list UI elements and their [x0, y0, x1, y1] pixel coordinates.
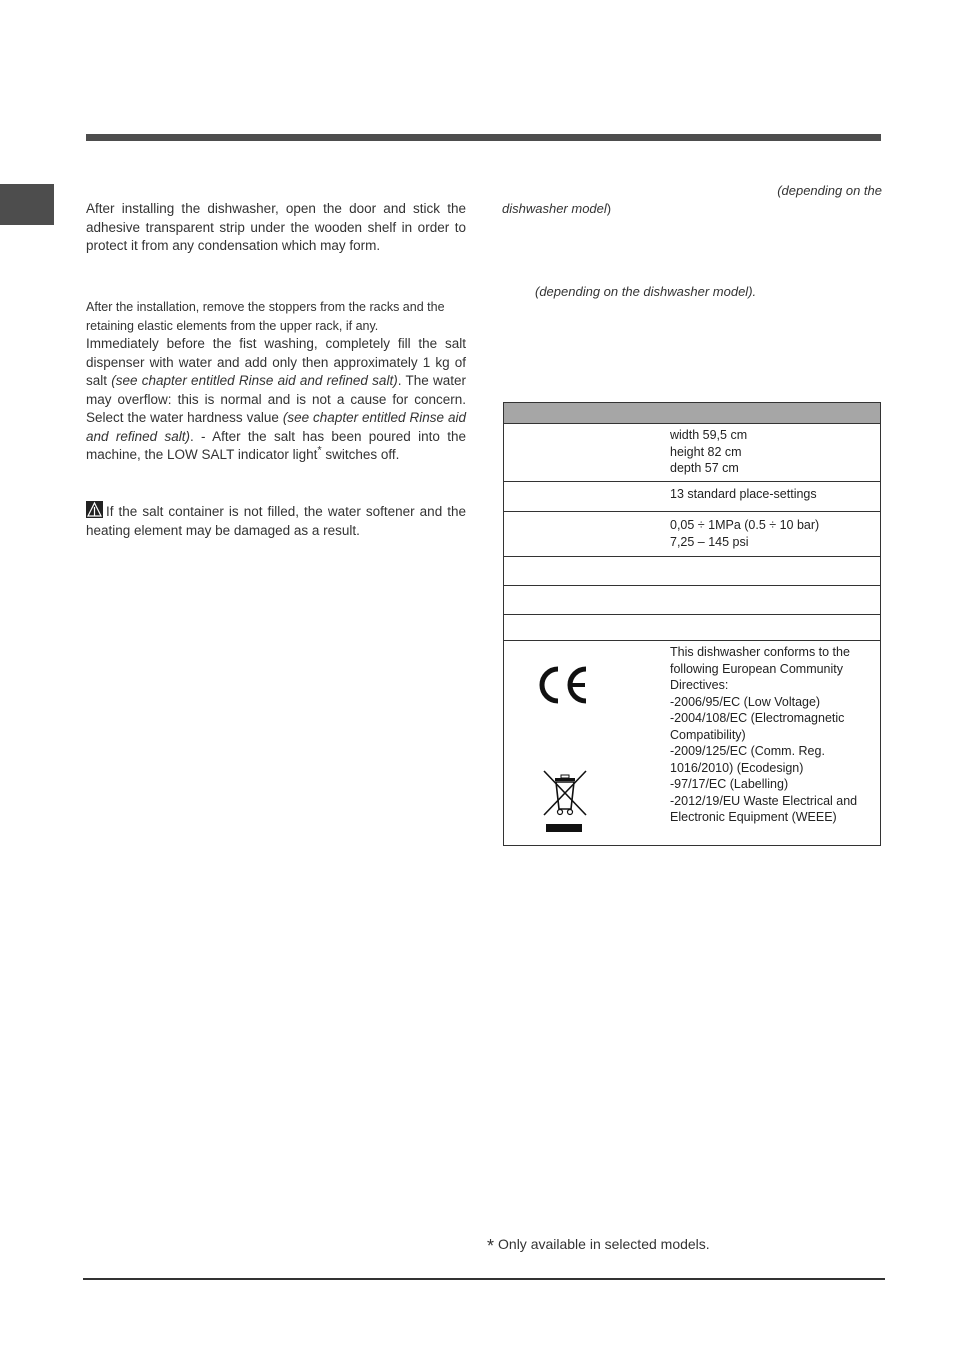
footnote-asterisk: * — [487, 1236, 495, 1256]
salt-paragraph: After the installation, remove the stoppers from the racks and the retaining elastic elements from the upper rack, if any. Immediately before the fist washing, completely fill the salt dispenser with water and add only then approximately 1 kg of salt (see chapter entitled Rinse aid and refined salt). The water may overflow: this is normal and is not a cause for concern. Select the water hardness value (see chapter entitled Rinse aid and refined salt). - After the salt has been poured into the machine, the LOW SALT indicator light* switches off. — [86, 300, 466, 462]
table-row-pressure — [504, 512, 881, 557]
directive-labelling: -97/17/EC (Labelling) — [670, 777, 789, 791]
footnote — [487, 1236, 710, 1257]
asterisk: * — [317, 444, 322, 457]
dimension-depth: depth 57 cm — [670, 461, 739, 475]
table-row-empty — [504, 615, 881, 641]
weee-crossed-bin-icon — [542, 769, 588, 835]
right-note-1: (depending on the — [777, 183, 882, 198]
footnote-text: Only available in selected models. — [498, 1236, 710, 1252]
ce-mark-icon — [536, 665, 590, 705]
right-note-1-cont: dishwasher model) — [502, 201, 612, 216]
installation-strip-paragraph: After installing the dishwasher, open the door and stick the adhesive transparent strip under the wooden shelf in order to protect it from any condensation which may form. — [86, 201, 466, 253]
directive-ecodesign: -2009/125/EC (Comm. Reg. 1016/2010) (Ecodesign) — [670, 744, 825, 775]
table-row-empty — [504, 586, 881, 615]
pressure-psi: 7,25 – 145 psi — [670, 534, 749, 549]
warning-triangle-icon — [86, 501, 103, 518]
pressure-value: 0,05 ÷ 1MPa (0.5 ÷ 10 bar) — [670, 518, 820, 532]
warning-paragraph: If the salt container is not filled, the water softener and the heating element may be damaged as a result. — [86, 501, 466, 540]
top-rule — [86, 134, 881, 141]
table-row-empty — [504, 557, 881, 586]
dimension-height: height 82 cm — [670, 444, 742, 459]
directive-low-voltage: -2006/95/EC (Low Voltage) — [670, 694, 821, 709]
table-row-directives — [504, 641, 881, 846]
stoppers-text: After the installation, remove the stoppers from the racks and the retaining elastic elements from the upper rack, if any. — [86, 300, 445, 333]
directive-weee: -2012/19/EU Waste Electrical and Electronic Equipment (WEEE) — [670, 793, 858, 824]
table-row-dimensions — [504, 424, 881, 482]
directives-intro: This dishwasher conforms to the following European Community Directives: — [670, 645, 850, 692]
table-row-capacity — [504, 482, 881, 512]
directive-emc: -2004/108/EC (Electromagnetic Compatibility) — [670, 711, 845, 742]
side-tab — [0, 184, 54, 225]
table-header-row — [504, 403, 881, 424]
dimension-width: width 59,5 cm — [670, 428, 748, 442]
right-note-2: (depending on the dishwasher model). — [535, 284, 757, 299]
technical-data-table — [503, 402, 881, 846]
capacity-value: 13 standard place-settings — [669, 482, 881, 512]
bottom-rule — [83, 1278, 885, 1280]
